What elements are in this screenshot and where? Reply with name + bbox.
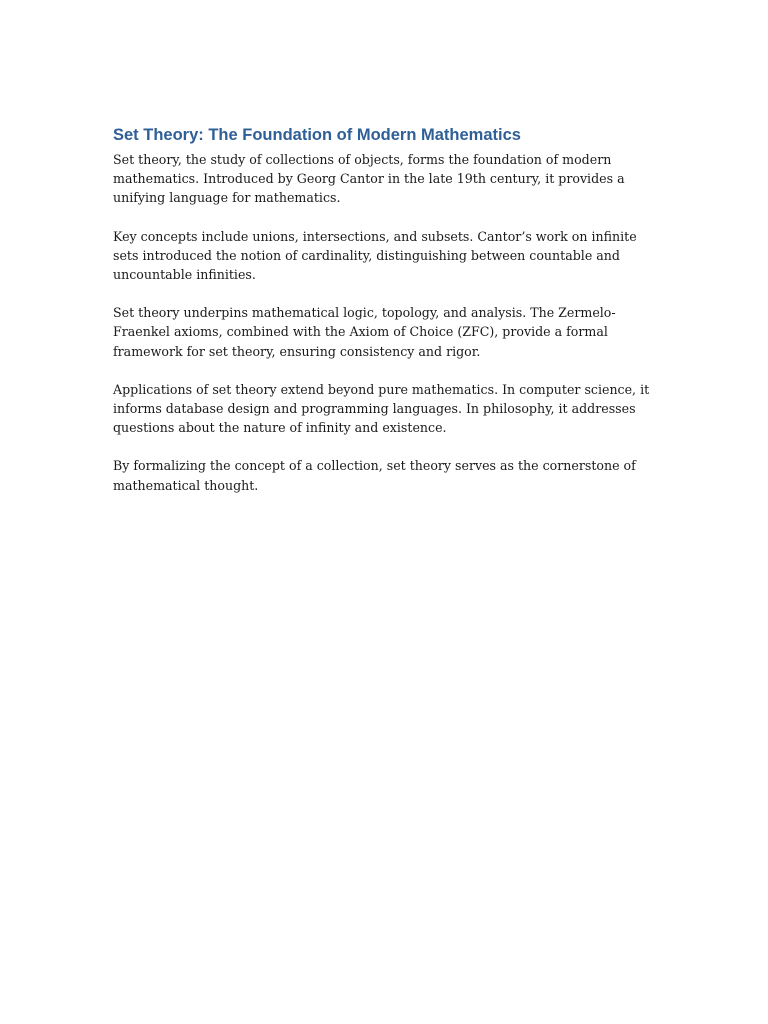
paragraph-underpinnings: Set theory underpins mathematical logic, topology, and analysis. The Zermelo-Fraenkel axioms, combined with the Axiom of Choice (ZFC), provide a formal framework for set theory, ensuring consistency and rigor. bbox=[113, 305, 616, 359]
document-page bbox=[113, 124, 658, 514]
paragraph-conclusion: By formalizing the concept of a collection, set theory serves as the cornerstone of mathematical thought. bbox=[113, 458, 636, 493]
paragraph-applications: Applications of set theory extend beyond pure mathematics. In computer science, it informs database design and programming languages. In philosophy, it addresses questions about the nature of infinity and existence. bbox=[113, 381, 650, 436]
document-title: Set Theory: The Foundation of Modern Mathematics bbox=[113, 126, 521, 144]
paragraph-intro: Set theory, the study of collections of objects, forms the foundation of modern mathematics. Introduced by Georg Cantor in the late 19th century, it provides a unifying language for mathematics. bbox=[113, 152, 625, 206]
paragraph-key-concepts: Key concepts include unions, intersections, and subsets. Cantor’s work on infinite sets introduced the notion of cardinality, distinguishing between countable and uncountable infinities. bbox=[113, 228, 637, 283]
